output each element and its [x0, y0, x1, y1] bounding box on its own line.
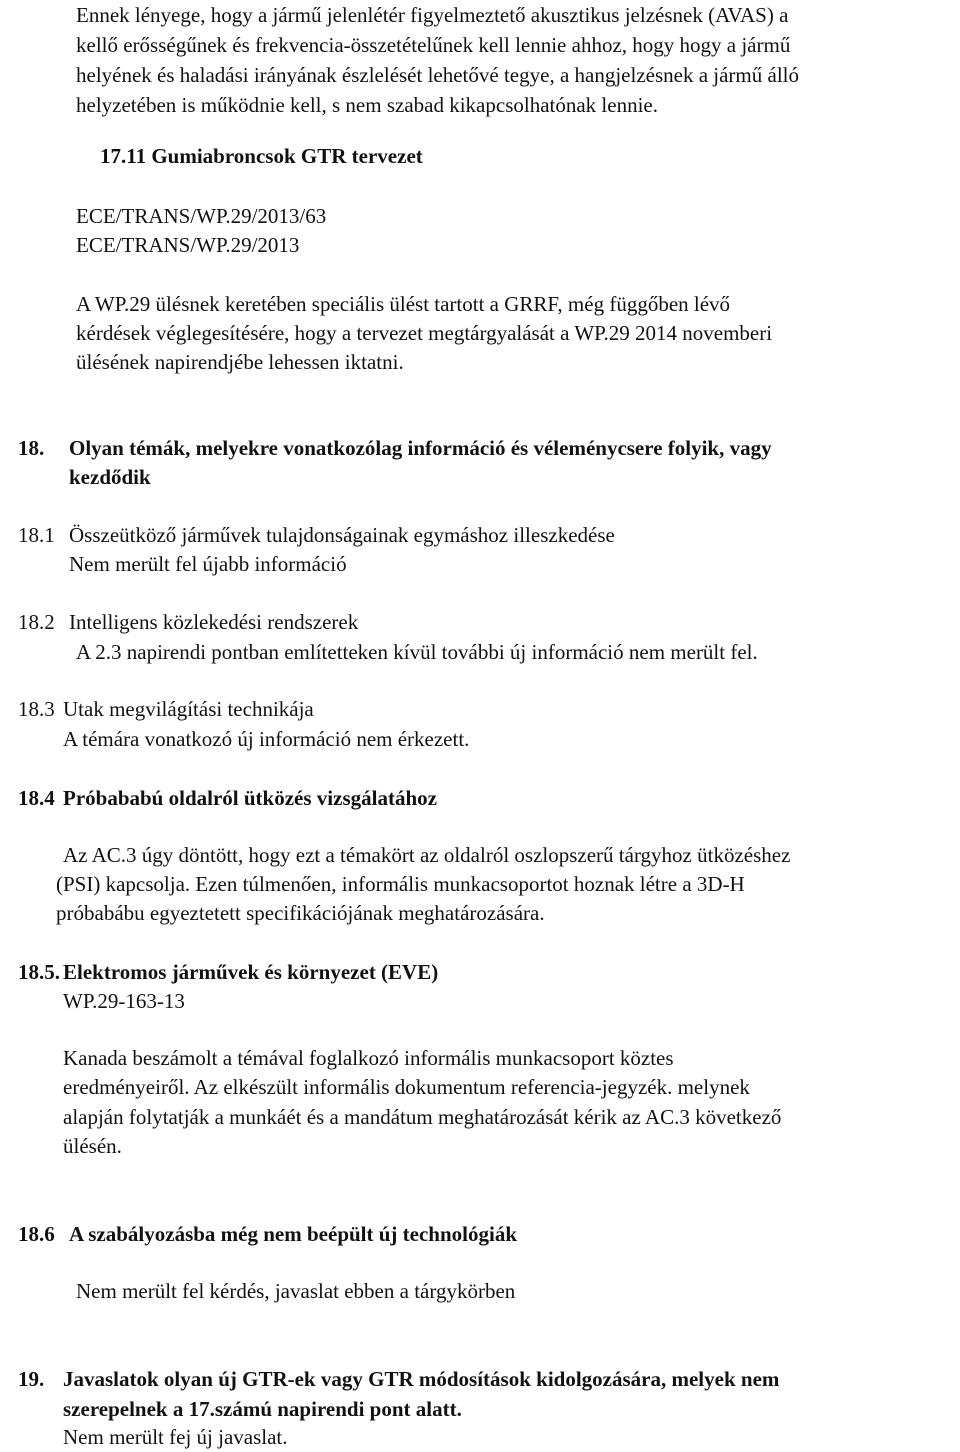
section-18-4-number: 18.4: [18, 786, 55, 810]
section-18-4-title: Próbababú oldalról ütközés vizsgálatához: [63, 786, 437, 810]
intro-line-2: kellő erősségűnek és frekvencia-összetételűnek kell lennie ahhoz, hogy hogy a jármű: [76, 33, 791, 57]
section-18-6-number: 18.6: [18, 1222, 55, 1246]
section-18-1-title: Összeütköző járművek tulajdonságainak egymáshoz illeszkedése: [69, 523, 615, 547]
section-18-3-text: A témára vonatkozó új információ nem érkezett.: [63, 727, 470, 751]
section-18-2-number: 18.2: [18, 610, 55, 634]
section-18-1-number: 18.1: [18, 523, 55, 547]
section-18-3-number: 18.3: [18, 697, 55, 721]
section-18-title-line-2: kezdődik: [69, 465, 151, 489]
section-18-4-para-line-2: (PSI) kapcsolja. Ezen túlmenően, informális munkacsoportot hoznak létre a 3D-H: [56, 872, 745, 896]
section-18-2-text: A 2.3 napirendi pontban említetteken kívül további új információ nem merült fel.: [76, 640, 758, 664]
section-17-11-ref-1: ECE/TRANS/WP.29/2013/63: [76, 204, 327, 228]
section-18-3-title: Utak megvilágítási technikája: [63, 697, 314, 721]
section-18-5-para-line-4: ülésén.: [63, 1134, 122, 1158]
section-18-6-title: A szabályozásba még nem beépült új technológiák: [69, 1222, 518, 1246]
section-19-number: 19.: [18, 1367, 45, 1391]
section-18-5-para-line-3: alapján folytatják a munkáét és a mandátum meghatározását kérik az AC.3 következő: [63, 1105, 782, 1129]
intro-line-1: Ennek lényege, hogy a jármű jelenlétér figyelmeztető akusztikus jelzésnek (AVAS) a: [76, 3, 789, 27]
section-18-5-title: Elektromos járművek és környezet (EVE): [63, 960, 439, 984]
section-18-title-line-1: Olyan témák, melyekre vonatkozólag információ és véleménycsere folyik, vagy: [69, 436, 772, 460]
section-19-title-line-1: Javaslatok olyan új GTR-ek vagy GTR módosítások kidolgozására, melyek nem: [63, 1367, 780, 1391]
section-18-4-para-line-1: Az AC.3 úgy döntött, hogy ezt a témakört az oldalról oszlopszerű tárgyhoz ütközéshez: [63, 843, 791, 867]
section-17-11-para-line-3: ülésének napirendjébe lehessen iktatni.: [76, 350, 404, 374]
section-18-5-para-line-2: eredményeiről. Az elkészült informális dokumentum referencia-jegyzék. melynek: [63, 1075, 750, 1099]
section-18-2-title: Intelligens közlekedési rendszerek: [69, 610, 359, 634]
section-19-text: Nem merült fej új javaslat.: [63, 1425, 288, 1449]
section-17-11-para-line-1: A WP.29 ülésnek keretében speciális ülést tartott a GRRF, még függőben lévő: [76, 292, 731, 316]
section-17-11-ref-2: ECE/TRANS/WP.29/2013: [76, 233, 300, 257]
section-18-number: 18.: [18, 436, 45, 460]
section-18-5-para-line-1: Kanada beszámolt a témával foglalkozó informális munkacsoport köztes: [63, 1046, 674, 1070]
section-18-5-number: 18.5.: [18, 960, 60, 984]
section-19-title-line-2: szerepelnek a 17.számú napirendi pont alatt.: [63, 1397, 462, 1421]
section-18-4-para-line-3: próbabábu egyeztetett specifikációjának meghatározására.: [56, 901, 545, 925]
section-17-11-para-line-2: kérdések véglegesítésére, hogy a tervezet megtárgyalását a WP.29 2014 novemberi: [76, 321, 773, 345]
section-18-6-text: Nem merült fel kérdés, javaslat ebben a tárgykörben: [76, 1279, 516, 1303]
section-18-5-ref: WP.29-163-13: [63, 989, 185, 1013]
section-17-11-heading: 17.11 Gumiabroncsok GTR tervezet: [100, 144, 423, 168]
section-18-1-text: Nem merült fel újabb információ: [69, 552, 347, 576]
intro-line-3: helyének és haladási irányának észlelését lehetővé tegye, a hangjelzésnek a jármű álló: [76, 63, 800, 87]
intro-line-4: helyzetében is működnie kell, s nem szabad kikapcsolhatónak lennie.: [76, 93, 658, 117]
